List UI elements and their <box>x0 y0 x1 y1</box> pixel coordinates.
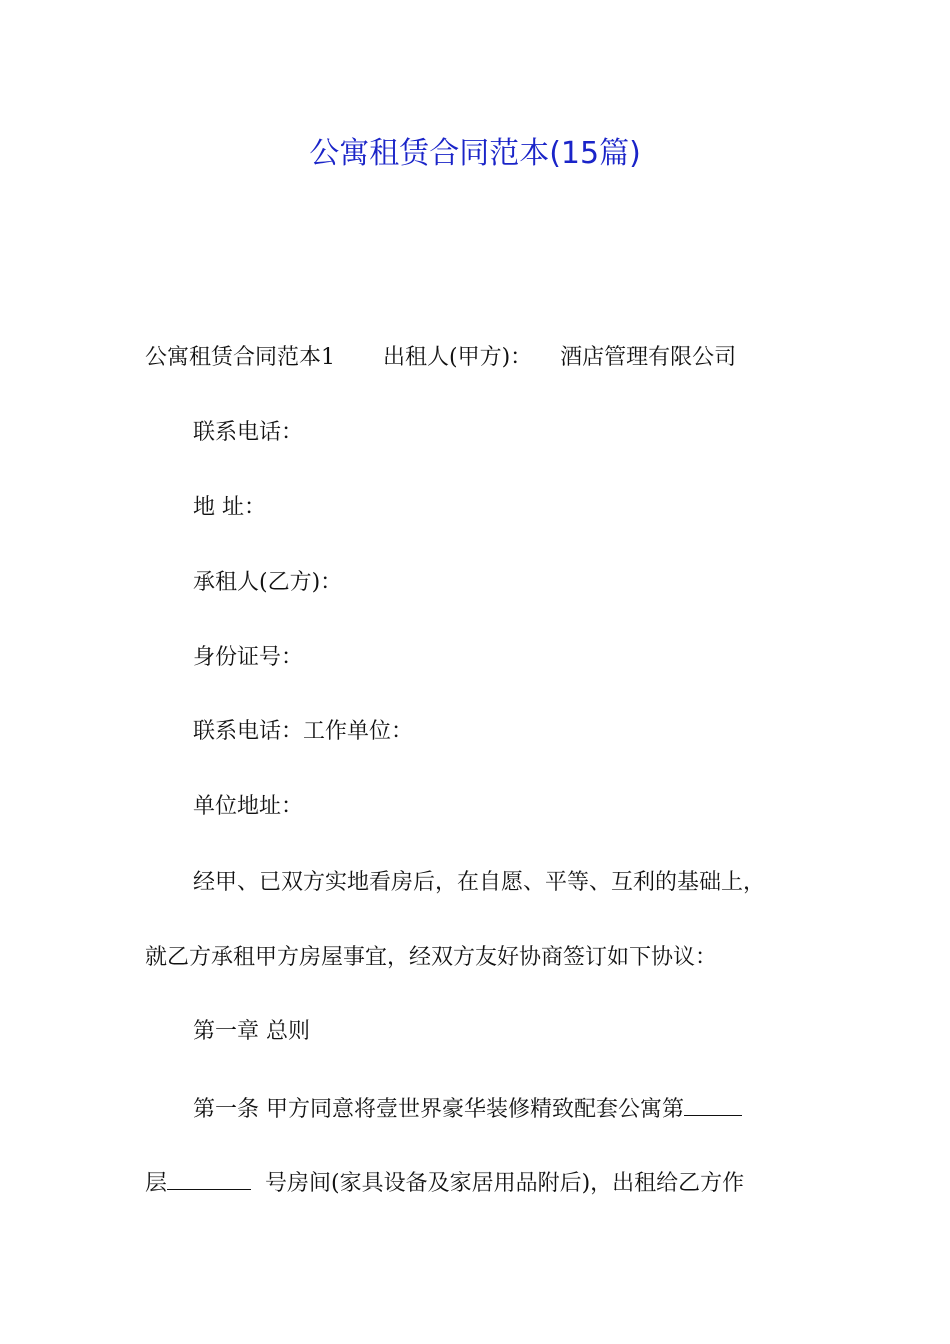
phone-work-line: 联系电话：工作单位： <box>193 719 414 744</box>
phone-line: 联系电话： <box>193 420 304 445</box>
document-title: 公寓租赁合同范本(15篇) <box>309 136 641 171</box>
address-line: 地 址： <box>193 495 266 520</box>
article-text: 号房间(家具设备及家居用品附后)，出租给乙方作 <box>265 1171 745 1196</box>
room-blank <box>167 1167 251 1190</box>
work-address-line: 单位地址： <box>193 794 304 819</box>
paragraph-line: 经甲、已双方实地看房后，在自愿、平等、互利的基础上， <box>193 870 766 895</box>
article-text: 第一条 甲方同意将壹世界豪华装修精致配套公寓第 <box>193 1097 684 1122</box>
lessor-label: 出租人(甲方)： <box>383 345 533 370</box>
chapter-heading: 第一章 总则 <box>193 1019 310 1044</box>
id-number-line: 身份证号： <box>193 645 304 670</box>
first-line <box>145 343 736 373</box>
article-line <box>145 1167 744 1199</box>
lessor-value: 酒店管理有限公司 <box>560 345 737 370</box>
paragraph-line: 就乙方承租甲方房屋事宜，经双方友好协商签订如下协议： <box>145 945 718 970</box>
floor-blank <box>684 1093 742 1116</box>
article-text: 层 <box>145 1171 168 1196</box>
contract-number-label: 公寓租赁合同范本1 <box>145 345 335 370</box>
lessee-line: 承租人(乙方)： <box>193 570 343 595</box>
article-line <box>193 1093 742 1125</box>
